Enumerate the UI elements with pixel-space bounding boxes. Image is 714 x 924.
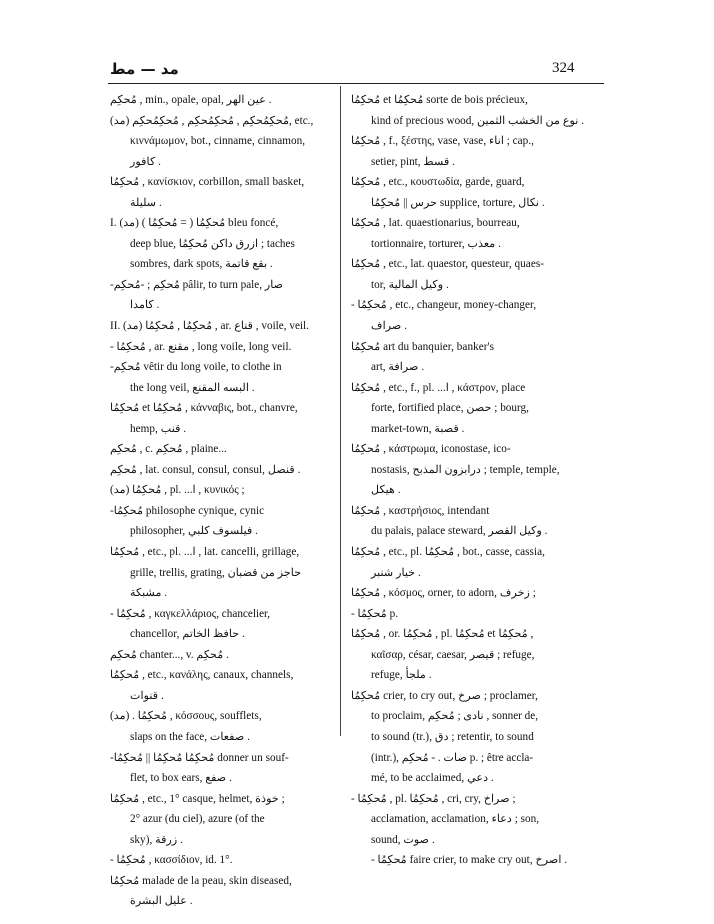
entry-line: mé, to be acclaimed, دعي . xyxy=(371,772,494,785)
entry-line: slaps on the face, صفعات . xyxy=(130,730,250,743)
entry-line: philosopher, فيلسوف كلبي . xyxy=(130,525,258,538)
entry-line: nostasis, درابزون المذبح ; temple, temple, xyxy=(371,463,560,476)
page-number: 324 xyxy=(552,60,575,76)
entry-line: مُحكِمُا , etc., pl. ...ا , lat. cancelli, grillage, xyxy=(110,546,300,559)
entry-line: acclamation, acclamation, دعاء ; son, xyxy=(371,813,540,826)
entry-line: مُحكِم , c. مُحكِم , plaine... xyxy=(110,443,227,456)
entry-line: kind of precious wood, نوع من الخشب الثمين . xyxy=(371,114,584,127)
header-rule xyxy=(108,83,604,84)
entry-line: - مُحكِمُا faire crier, to make cry out, اصرخ . xyxy=(371,854,568,867)
entry-line: مُحكِمُا , κόσμος, orner, to adorn, زخرف ; xyxy=(351,587,536,600)
entry-line: -مُحكِمُا philosophe cynique, cynic xyxy=(110,504,265,517)
entry-line: the long veil, البسه المقنع . xyxy=(130,381,255,394)
entry-line: مُحكِمُا , or. مُحكِمُا , pl. مُحكِمُا et مُحكِمُا , xyxy=(351,628,534,641)
entry-line: sound, صوت . xyxy=(371,833,435,846)
entry-line: مُحكِمُا , etc., κανάλης, canaux, channels, xyxy=(110,669,294,682)
entry-line: to sound (tr.), دق ; retentir, to sound xyxy=(371,730,534,743)
entry-line: مُحكِمُا , f., ξέστης, vase, vase, اناء ; cap., xyxy=(351,135,535,148)
entry-line: مُحكِمُا , lat. quaestionarius, bourreau, xyxy=(351,217,520,230)
entry-line: to proclaim, نادى ; مُحكِم , sonner de, xyxy=(371,710,539,723)
entry-line: - مُحكِمُا , pl. مُحكِمُا , cri, cry, صراخ ; xyxy=(351,792,516,805)
entry-line: art, صرافة . xyxy=(371,361,425,374)
entry-line: مُحكِم , lat. consul, consul, consul, قنصل . xyxy=(110,463,301,476)
entry-line: κιννάμωμον, bot., cinname, cinnamon, xyxy=(130,135,306,148)
entry-line: tor, وكيل المالية . xyxy=(371,278,449,291)
entry-line: refuge, ملجأ . xyxy=(371,669,432,682)
entry-line: setier, pint, قسط . xyxy=(371,155,455,168)
entry-line: sky), زرقة . xyxy=(130,833,183,846)
entry-line: II. (مد) مُحكِمُا , مُحكِمُا , ar. قناع , voile, veil. xyxy=(110,320,309,333)
entry-line: - مُحكِمُا , καγκελλάριος, chancelier, xyxy=(110,607,271,620)
entry-line: (مد) مُحكِمُا , pl. ...ا , κυνικός ; xyxy=(110,484,245,497)
running-head: مد — مط xyxy=(110,60,179,78)
entry-line: flet, to box ears, صفع . xyxy=(130,772,232,785)
entry-line: حرس || مُحكِمُا supplice, torture, نكال . xyxy=(371,196,545,209)
entry-line: عليل البشرة . xyxy=(130,895,193,908)
entry-line: مشبكة . xyxy=(130,587,168,600)
entry-line: مُحكِمُا , etc., pl. مُحكِمُا , bot., casse, cassia, xyxy=(351,546,545,559)
entry-line: مُحكِمُا et مُحكِمُا sorte de bois précieux, xyxy=(351,94,528,106)
entry-line: 2° azur (du ciel), azure (of the xyxy=(130,813,265,826)
entry-line: قنوات . xyxy=(130,689,164,702)
entry-line: مُحكِمُا , κανίσκιον, corbillon, small basket, xyxy=(110,176,305,189)
entry-line: tortionnaire, torturer, معذب . xyxy=(371,237,501,250)
entry-line: مُحكِمُا art du banquier, banker's xyxy=(351,340,495,353)
entry-line: مُحكِمُا crier, to cry out, صرخ ; proclamer, xyxy=(351,689,538,702)
entry-line: مُحكِمُا , etc., f., pl. ...ا , κάστρον, place xyxy=(351,381,526,394)
entry-line: مُحكِمُا et مُحكِمُا , κάνναβις, bot., chanvre, xyxy=(110,402,298,415)
entry-line: deep blue, ازرق داكن مُحكِمُا ; taches xyxy=(130,237,295,250)
entry-line: خيار شنبر . xyxy=(371,566,421,579)
entry-line: سليلة . xyxy=(130,196,162,209)
entry-line: مُحكِمُا , etc., lat. quaestor, questeur, quaes- xyxy=(351,258,545,271)
entry-line: I. (مد) مُحكِمُا ( = مُحكِمُا ) bleu foncé, xyxy=(110,217,279,230)
entry-line: - مُحكِمُا , etc., changeur, money-changer, xyxy=(351,299,537,312)
entry-line: كافور . xyxy=(130,155,161,168)
entry-line: صراف . xyxy=(371,320,407,333)
entry-line: مُحكِمُا , κάστρωμα, iconostase, ico- xyxy=(351,443,511,456)
entry-line: (intr.), صات . - مُحكِم p. ; être accla- xyxy=(371,751,534,764)
entry-line: (مد) . مُحكِمُا , κόσσους, soufflets, xyxy=(110,710,262,723)
entry-line: forte, fortified place, حصن ; bourg, xyxy=(371,402,529,415)
entry-line: مُحكِمُا , etc., 1° casque, helmet, خوذة ; xyxy=(110,792,285,805)
entry-line: - مُحكِمُا , κασσίδιον, id. 1°. xyxy=(110,854,233,867)
entry-line: مُحكِم chanter..., v. مُحكِم . xyxy=(110,648,229,661)
right-column xyxy=(351,90,603,871)
entry-line: مُحكِمُا , etc., κουστωδία, garde, guard, xyxy=(351,176,525,189)
entry-line: -مُحكِمُا مُحكِمُا || مُحكِمُا donner un souf- xyxy=(110,751,289,764)
entry-line: مُحكِم , min., opale, opal, عين الهر . xyxy=(110,94,272,106)
entry-line: مُحكِمُا malade de la peau, skin diseased, xyxy=(110,874,292,887)
left-column xyxy=(110,90,346,912)
entry-line: (مد) مُحكِمُحكِم , مُحكِمُحكِم , مُحكِمُحكِم, etc., xyxy=(110,114,314,127)
entry-line: -مُحكِم ; -مُحكِم pâlir, to turn pale, صار xyxy=(110,278,284,291)
entry-line: market-town, قصبة . xyxy=(371,422,465,435)
entry-line: hemp, قنب . xyxy=(130,422,187,435)
entry-line: - مُحكِمُا , ar. مقنع , long voile, long veil. xyxy=(110,340,292,353)
entry-line: كامدا . xyxy=(130,299,160,312)
entry-line: grille, trellis, grating, حاجز من قضبان xyxy=(130,566,302,579)
entry-line: sombres, dark spots, بقع قاتمة . xyxy=(130,258,273,271)
entry-line: chancellor, حافظ الخاتم . xyxy=(130,628,245,641)
entry-line: καῖσαρ, césar, caesar, قيصر ; refuge, xyxy=(371,648,535,661)
entry-line: -مُحكِم vêtir du long voile, to clothe in xyxy=(110,361,282,374)
entry-line: مُحكِمُا , καστρήσιος, intendant xyxy=(351,504,490,517)
entry-line: هيكل . xyxy=(371,484,401,497)
entry-line: du palais, palace steward, وكيل القصر . xyxy=(371,525,548,538)
entry-line: - مُحكِمُا p. xyxy=(351,607,398,620)
